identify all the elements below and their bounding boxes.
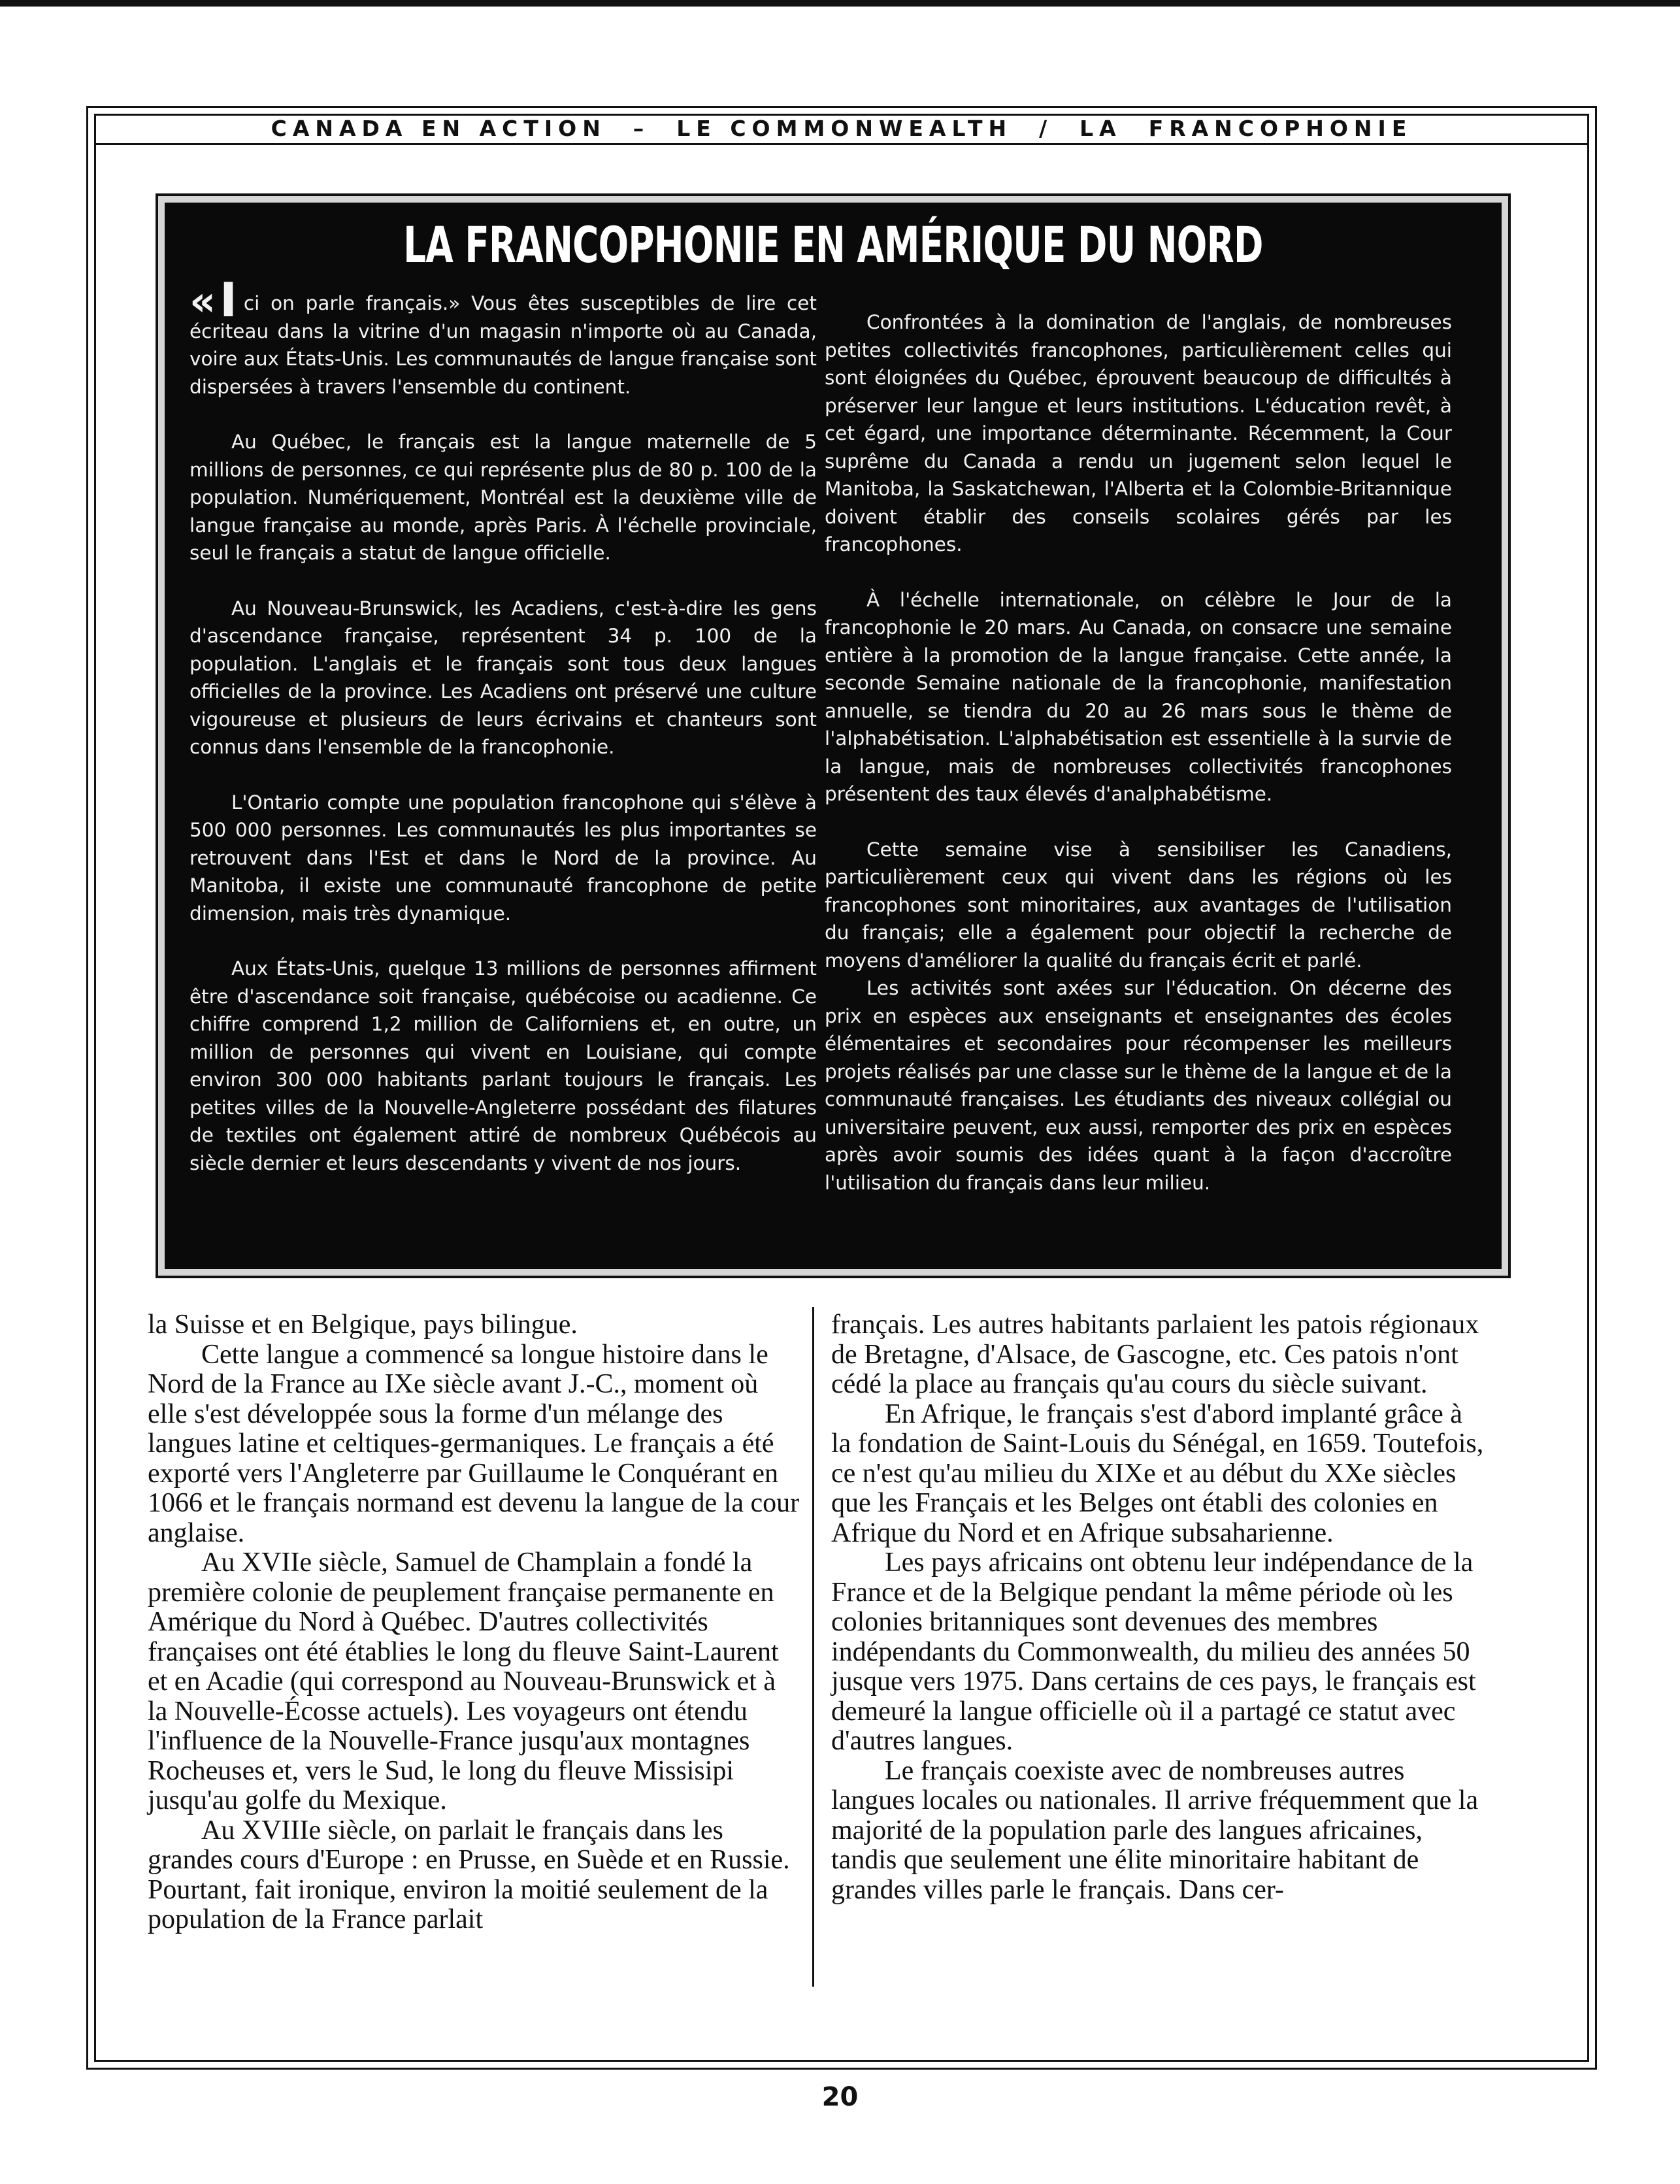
body-paragraph: Les pays africains ont obtenu leur indépendance de la France et de la Belgique pendant la même période où les colonies britanniques sont devenues des membres indépendants du Commonwealth, du milieu des années 50 jusque vers 1975. Dans certains de ces pays, le français est demeuré la langue officielle où il a partagé ce statut avec d'autres langues.	[831, 1547, 1476, 1756]
sidebar-title: LA FRANCOPHONIE EN AMÉRIQUE DU NORD	[403, 216, 1263, 274]
body-paragraph: la Suisse et en Belgique, pays bilingue.	[148, 1310, 578, 1340]
sidebar-paragraph: Confrontées à la domination de l'anglais, de nombreuses petites collectivités francophones, particulièrement celles qui sont éloignées du Québec, éprouvent beaucoup de difficultés à préserver leur langue et leurs institutions. L'éducation revêt, à cet égard, une importance déterminante. Récemment, la Cour suprême du Canada a rendu un jugement selon lequel le Manitoba, la Saskatchewan, l'Alberta et la Colombie-Britannique doivent établir des conseils scolaires gérés par les francophones.	[825, 311, 1452, 555]
sidebar-right-column	[825, 308, 1452, 1224]
body-paragraph: français. Les autres habitants parlaient les patois régionaux de Bretagne, d'Alsace, de Gascogne, etc. Ces patois n'ont cédé la place au français qu'au cours du siècle suivant.	[831, 1310, 1479, 1399]
sidebar-paragraph: «I ci on parle français.» Vous êtes susceptibles de lire cet écriteau dans la vitrine d'un magasin n'importe où au Canada, voire aux États-Unis. Les communautés de langue française sont dispersées à travers l'ensemble du continent.	[189, 273, 817, 398]
opening-quote-mark: «	[189, 277, 216, 325]
sidebar-paragraph: À l'échelle internationale, on célèbre le Jour de la francophonie le 20 mars. Au Canada, on consacre une semaine entière à la promotion de la langue française. Cette année, la seconde Semaine nationale de la francophonie, manifestation annuelle, se tiendra du 20 au 26 mars sous le thème de l'alphabétisation. L'alphabétisation est essentielle à la survie de la langue, mais de nombreuses collectivités francophones présentent des taux élevés d'analphabétisme.	[825, 588, 1452, 805]
top-rule	[0, 0, 1680, 7]
column-divider	[812, 1307, 814, 1987]
body-paragraph: Au XVIIIe siècle, on parlait le français dans les grandes cours d'Europe : en Prusse, en Suède et en Russie. Pourtant, fait ironique, environ la moitié seulement de la population de la France parlait	[148, 1815, 790, 1934]
body-paragraph: Le français coexiste avec de nombreuses autres langues locales ou nationales. Il arrive fréquemment que la majorité de la population parle des langues africaines, tandis que seulement une élite minoritaire habitant de grandes villes parle le français. Dans cer-	[831, 1755, 1479, 1905]
sidebar-left-column	[189, 273, 817, 1204]
body-paragraph: Au XVIIe siècle, Samuel de Champlain a fondé la première colonie de peuplement française permanente en Amérique du Nord à Québec. D'autres collectivités françaises ont été établies le long du fleuve Saint-Laurent et en Acadie (qui correspond au Nouveau-Brunswick et à la Nouvelle-Écosse actuels). Les voyageurs ont étendu l'influence de la Nouvelle-France jusqu'aux montagnes Rocheuses et, vers le Sud, le long du fleuve Missisipi jusqu'au golfe du Mexique.	[148, 1547, 779, 1815]
sidebar-paragraph: Cette semaine vise à sensibiliser les Canadiens, particulièrement ceux qui vivent dans les régions où les francophones sont minoritaires, aux avantages de l'utilisation du français; elle a également pour objectif la recherche de moyens d'améliorer la qualité du français écrit et parlé.	[825, 838, 1452, 972]
body-right-column	[831, 1310, 1485, 1905]
sidebar-paragraph: Au Québec, le français est la langue maternelle de 5 millions de personnes, ce qui représente plus de 80 p. 100 de la population. Numériquement, Montréal est la deuxième ville de langue française au monde, après Paris. À l'échelle provinciale, seul le français a statut de langue officielle.	[189, 431, 817, 564]
body-paragraph: En Afrique, le français s'est d'abord implanté grâce à la fondation de Saint-Louis du Sénégal, en 1659. Toutefois, ce n'est qu'au milieu du XIXe et au début du XXe siècles que les Français et les Belges ont établi des colonies en Afrique du Nord et en Afrique subsaharienne.	[831, 1398, 1484, 1548]
sidebar-paragraph: Aux États-Unis, quelque 13 millions de personnes affirment être d'ascendance soit française, québécoise ou acadienne. Ce chiffre comprend 1,2 million de Californiens et, en outre, un million de personnes qui vivent en Louisiane, qui compte environ 300 000 habitants parlant toujours le français. Les petites villes de la Nouvelle-Angleterre possédant des filatures de textiles ont également attiré de nombreux Québécois au siècle dernier et leurs descendants y vivent de nos jours.	[189, 957, 817, 1174]
sidebar-paragraph: Les activités sont axées sur l'éducation. On décerne des prix en espèces aux enseignants et enseignantes des écoles élémentaires et secondaires pour récompenser les meilleurs projets réalisés par une classe sur le thème de la langue et de la communauté françaises. Les étudiants des niveaux collégial ou universitaire peuvent, eux aussi, remporter des prix en espèces après avoir soumis des idées quant à la façon d'accroître l'utilisation du français dans leur milieu.	[825, 977, 1452, 1194]
sidebar-paragraph: L'Ontario compte une population francophone qui s'élève à 500 000 personnes. Les communautés les plus importantes se retrouvent dans l'Est et dans le Nord de la province. Au Manitoba, il existe une communauté francophone de petite dimension, mais très dynamique.	[189, 791, 817, 925]
body-left-column	[148, 1310, 801, 1935]
sidebar-paragraph: Au Nouveau-Brunswick, les Acadiens, c'est-à-dire les gens d'ascendance française, représentent 34 p. 100 de la population. L'anglais et le français sont tous deux langues officielles de la province. Les Acadiens ont préservé une culture vigoureuse et plusieurs de leurs écrivains et chanteurs sont connus dans l'ensemble de la francophonie.	[189, 597, 817, 758]
sidebar-box	[165, 203, 1502, 1269]
running-header-text: CANADA EN ACTION – LE COMMONWEALTH / LA FRANCOPHONIE	[271, 116, 1413, 141]
body-paragraph: Cette langue a commencé sa longue histoire dans le Nord de la France au IXe siècle avant J.-C., moment où elle s'est développée sous la forme d'un mélange des langues latine et celtiques-germaniques. Le français a été exporté vers l'Angleterre par Guillaume le Conquérant en 1066 et le français normand est devenu la langue de la cour anglaise.	[148, 1339, 800, 1548]
running-header	[94, 114, 1589, 145]
page-number: 20	[821, 2082, 859, 2112]
drop-initial: I	[220, 273, 237, 327]
